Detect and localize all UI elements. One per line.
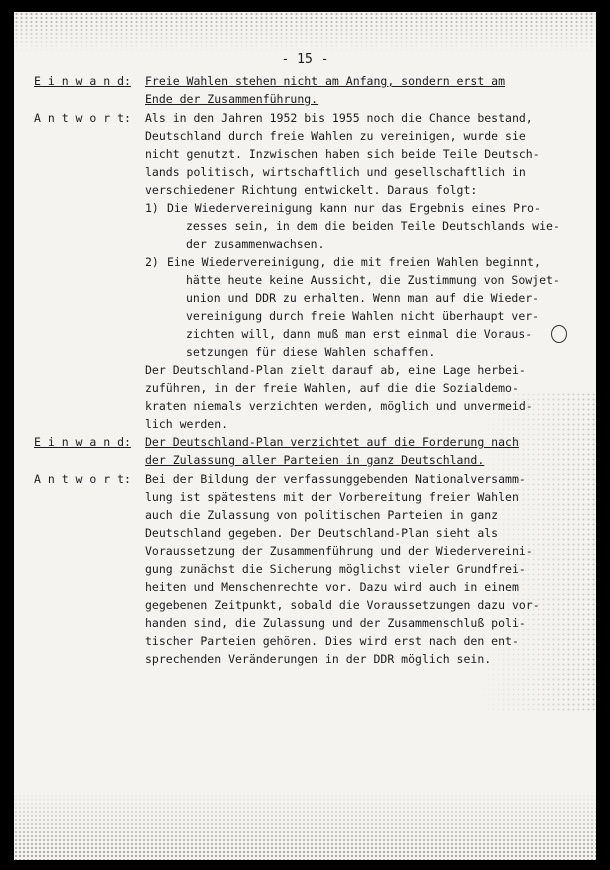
answer-label: A n t w o r t: bbox=[34, 111, 131, 125]
answer-text-line: lich werden. bbox=[145, 417, 229, 431]
list-item-line: Die Wiedervereinigung kann nur das Ergebnis eines Pro- bbox=[167, 201, 541, 215]
answer-1 bbox=[34, 109, 574, 433]
objection-text-line: Der Deutschland-Plan verzichtet auf die Forderung nach bbox=[145, 435, 519, 449]
answer-text-line: auch die Zulassung von politischen Parteien in ganz bbox=[145, 508, 499, 522]
answer-text-line: Bei der Bildung der verfassunggebenden Nationalversamm- bbox=[145, 472, 526, 486]
answer-text-line: nicht genutzt. Inzwischen haben sich beide Teile Deutsch- bbox=[145, 147, 540, 161]
objection-label: E i n w a n d: bbox=[34, 435, 131, 449]
objection-2 bbox=[34, 433, 574, 469]
list-item-line: union und DDR zu erhalten. Wenn man auf die Wieder- bbox=[186, 291, 540, 305]
objection-text-line: der Zulassung aller Parteien in ganz Deutschland. bbox=[145, 453, 485, 467]
answer-text-line: Voraussetzung der Zusammenführung und der Wiedervereini- bbox=[145, 544, 533, 558]
answer-text-line: zuführen, in der freie Wahlen, auf die die Sozialdemo- bbox=[145, 381, 519, 395]
objection-1 bbox=[34, 72, 574, 108]
list-item-line: Eine Wiedervereinigung, die mit freien Wahlen beginnt, bbox=[167, 255, 541, 269]
page-number: - 15 - bbox=[281, 52, 329, 67]
photocopy-noise-top bbox=[14, 12, 596, 52]
list-item-line: vereinigung durch freie Wahlen nicht überhaupt ver- bbox=[186, 309, 540, 323]
list-number: 1) bbox=[145, 201, 159, 215]
answer-text-line: sprechenden Veränderungen in der DDR möglich sein. bbox=[145, 652, 492, 666]
list-item-line: setzungen für diese Wahlen schaffen. bbox=[186, 345, 436, 359]
document-page bbox=[14, 12, 596, 860]
list-number: 2) bbox=[145, 255, 159, 269]
margin-circle-mark bbox=[551, 325, 567, 343]
answer-text-line: handen sind, die Zulassung und der Zusammenschluß poli- bbox=[145, 616, 526, 630]
list-item-line: zesses sein, in dem die beiden Teile Deutschlands wie- bbox=[186, 219, 560, 233]
answer-text-line: kraten niemals verzichten werden, möglich und unvermeid- bbox=[145, 399, 533, 413]
answer-text-line: verschiedener Richtung entwickelt. Daraus folgt: bbox=[145, 183, 478, 197]
answer-text-line: Als in den Jahren 1952 bis 1955 noch die Chance bestand, bbox=[145, 111, 533, 125]
objection-text-line: Ende der Zusammenführung. bbox=[145, 92, 319, 106]
answer-text-line: Deutschland gegeben. Der Deutschland-Plan sieht als bbox=[145, 526, 499, 540]
answer-text-line: gung zunächst die Sicherung möglichst vieler Grundfrei- bbox=[145, 562, 526, 576]
list-item-line: hätte heute keine Aussicht, die Zustimmung von Sowjet- bbox=[186, 273, 560, 287]
answer-text-line: tischer Parteien gehören. Dies wird erst nach den ent- bbox=[145, 634, 519, 648]
answer-label: A n t w o r t: bbox=[34, 472, 131, 486]
answer-text-line: lung ist spätestens mit der Vorbereitung freier Wahlen bbox=[145, 490, 519, 504]
objection-text-line: Freie Wahlen stehen nicht am Anfang, sondern erst am bbox=[145, 74, 506, 88]
list-item-line: zichten will, dann muß man erst einmal die Voraus- bbox=[186, 327, 533, 341]
answer-text-line: heiten und Menschenrechte vor. Dazu wird auch in einem bbox=[145, 580, 519, 594]
objection-label: E i n w a n d: bbox=[34, 74, 131, 88]
answer-text-line: lands politisch, wirtschaftlich und gesellschaftlich in bbox=[145, 165, 526, 179]
answer-text-line: Der Deutschland-Plan zielt darauf ab, eine Lage herbei- bbox=[145, 363, 526, 377]
photocopy-noise-bottom bbox=[14, 790, 596, 860]
answer-2 bbox=[34, 470, 574, 668]
list-item-line: der zusammenwachsen. bbox=[186, 237, 325, 251]
answer-text-line: gegebenen Zeitpunkt, sobald die Voraussetzungen dazu vor- bbox=[145, 598, 540, 612]
answer-text-line: Deutschland durch freie Wahlen zu vereinigen, wurde sie bbox=[145, 129, 526, 143]
